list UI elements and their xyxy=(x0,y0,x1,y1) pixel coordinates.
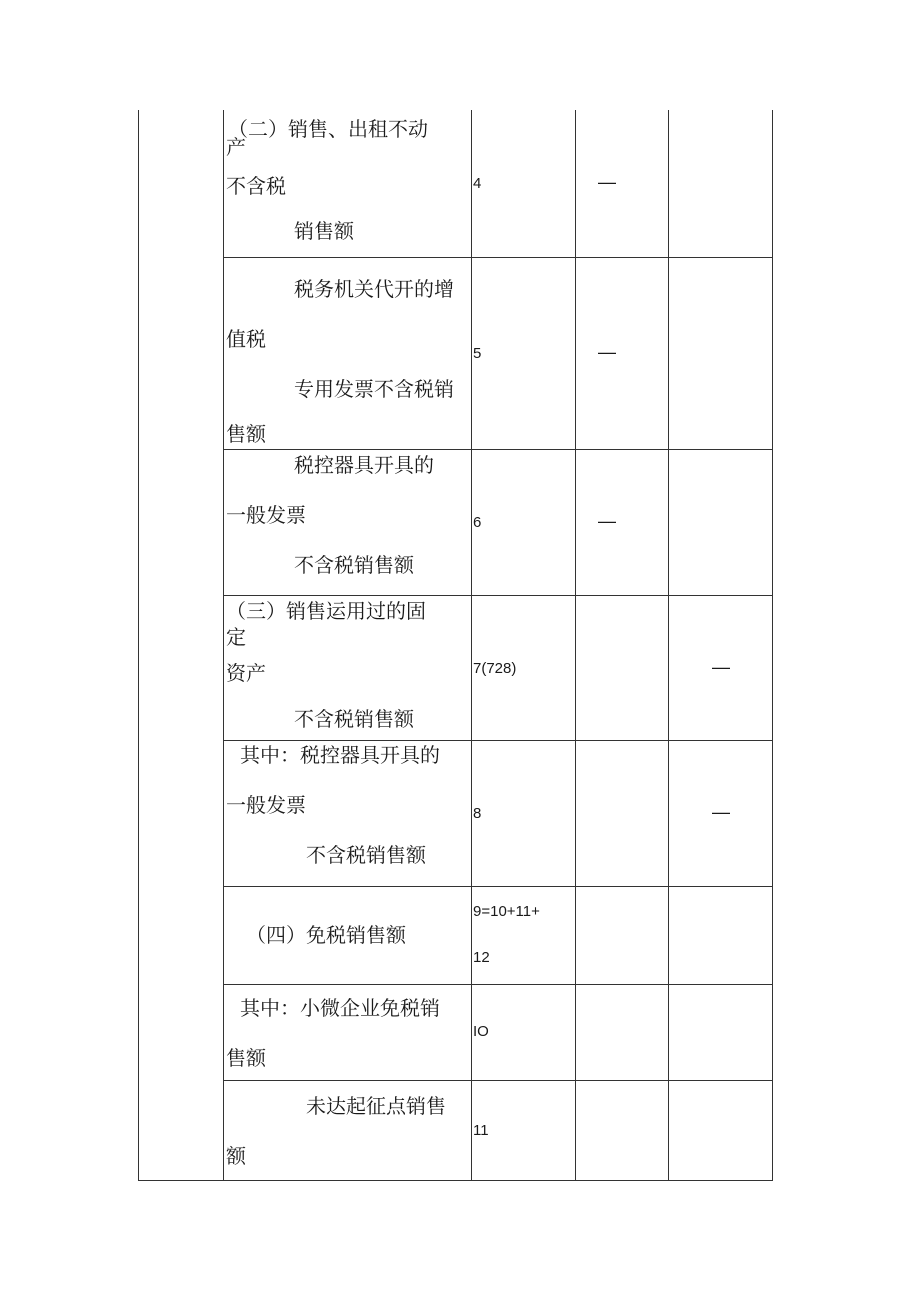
column-divider xyxy=(223,110,224,1181)
line-number: 8 xyxy=(473,805,482,822)
label-line: 定 xyxy=(226,625,246,649)
label-line: （二）销售、出租不动 xyxy=(228,117,428,141)
not-applicable-dash: — xyxy=(598,172,616,192)
label-line: 一般发票 xyxy=(226,793,306,817)
table-border-right xyxy=(772,110,773,1181)
row-label xyxy=(226,730,470,886)
label-line: 售额 xyxy=(226,422,266,446)
label-line: 税控器具开具的 xyxy=(294,453,434,477)
column-divider xyxy=(575,110,576,1181)
label-line: 专用发票不含税销 xyxy=(294,377,454,401)
label-line: 其中：税控器具开具的 xyxy=(240,743,440,767)
label-line: 未达起征点销售 xyxy=(306,1094,446,1118)
line-number-part: 9=10+11+ xyxy=(473,903,540,920)
label-line: 资产 xyxy=(226,661,266,685)
column-divider xyxy=(471,110,472,1181)
label-line: 产 xyxy=(226,135,246,159)
line-number: 6 xyxy=(473,514,482,531)
label-line: 额 xyxy=(226,1144,246,1168)
line-number: 4 xyxy=(473,175,482,192)
row-label xyxy=(226,264,470,449)
label-line: 税务机关代开的增 xyxy=(294,277,454,301)
line-number: 11 xyxy=(473,1122,489,1139)
not-applicable-dash: — xyxy=(598,511,616,531)
not-applicable-dash: — xyxy=(712,802,730,822)
not-applicable-dash: — xyxy=(712,657,730,677)
line-number: 7(728) xyxy=(473,660,517,677)
label-line: 其中：小微企业免税销 xyxy=(240,996,440,1020)
label-line: 售额 xyxy=(226,1046,266,1070)
line-number-part: 12 xyxy=(473,949,490,966)
table-border-bottom xyxy=(138,1180,773,1181)
label-line: 不含税销售额 xyxy=(306,843,426,867)
row-divider xyxy=(223,886,773,887)
line-number: 5 xyxy=(473,345,482,362)
label-line: 销售额 xyxy=(294,219,354,243)
row-label xyxy=(226,104,470,257)
label-line: （四）免税销售额 xyxy=(246,923,406,947)
label-line: 不含税销售额 xyxy=(294,707,414,731)
line-number: IO xyxy=(473,1023,489,1040)
row-label xyxy=(226,1081,470,1180)
label-line: 不含税销售额 xyxy=(294,553,414,577)
column-divider xyxy=(668,110,669,1181)
row-label xyxy=(226,598,470,740)
label-line: （三）销售运用过的固 xyxy=(226,599,426,623)
label-line: 不含税 xyxy=(226,174,286,198)
label-line: 一般发票 xyxy=(226,503,306,527)
row-label xyxy=(226,983,470,1080)
row-label xyxy=(226,440,470,595)
row-label xyxy=(226,910,470,960)
row-divider xyxy=(223,257,773,258)
line-number xyxy=(473,903,540,966)
table-border-left xyxy=(138,110,139,1181)
not-applicable-dash: — xyxy=(598,342,616,362)
label-line: 值税 xyxy=(226,327,266,351)
row-divider xyxy=(223,595,773,596)
